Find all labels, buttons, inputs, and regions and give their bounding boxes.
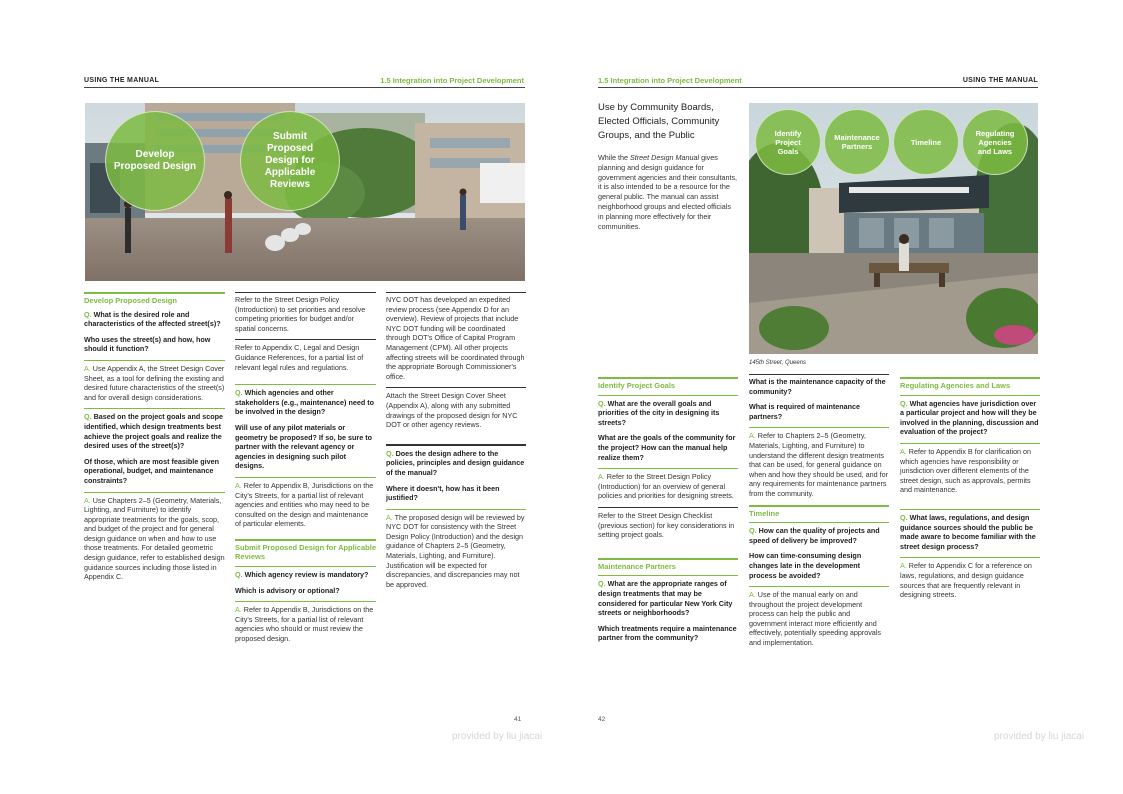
paragraph: Attach the Street Design Cover Sheet (Appendix A), along with any submitted drawings of the proposed design for NYC DOT or other agency reviews.: [386, 387, 526, 429]
section-title-maintenance: Maintenance Partners: [598, 558, 738, 572]
answer: A. Refer to Appendix C for a reference on laws, regulations, and design guidance sources that are frequently relevant in designing streets.: [900, 557, 1040, 599]
question: Q. How can the quality of projects and speed of delivery be improved?: [749, 522, 889, 545]
answer-marker: A.: [598, 472, 607, 482]
paragraph: Refer to the Street Design Checklist (previous section) for key considerations in setting project goals.: [598, 507, 738, 540]
question: Q. What is the desired role and characteristics of the affected street(s)?: [84, 309, 221, 329]
question-marker: Q.: [900, 512, 910, 522]
watermark-left: provided by liu jiacai: [452, 731, 543, 742]
question-marker: Q.: [84, 412, 94, 422]
question-marker: Q.: [749, 526, 759, 536]
section-title-regulating: Regulating Agencies and Laws: [900, 377, 1040, 391]
page-number-41: 41: [514, 716, 522, 723]
question-marker: Q.: [386, 448, 396, 458]
answer: A. Refer to the Street Design Policy (Introduction) for an overview of general policies and priorities for designing streets.: [598, 468, 738, 501]
circle-regulating-agencies: Regulating Agencies and Laws: [962, 109, 1028, 175]
right-section-header: 1.5 Integration into Project Development: [598, 76, 742, 85]
question: Who uses the street(s) and how, how should it function?: [84, 334, 211, 354]
intro-text-post: gives planning and design guidance for government agencies and their consultants, it is also intended to be a resource for the general public. The manual can assist neighborhood groups and elected officials in planning more effectively for their communities.: [598, 153, 738, 231]
left-column-2: [235, 292, 376, 650]
answer: A. Use Chapters 2–5 (Geometry, Materials, Lighting, and Furniture) to identify appropriate treatments for the goals, scop, and budget of the project and for general design guidance on when and how to use those treatments. For detailed geometric design guidance, refer to established design guidance sources including those listed in Appendix C.: [84, 492, 225, 582]
left-column-1: [84, 292, 225, 588]
question: Where it doesn't, how has it been justified?: [386, 483, 500, 503]
question: How can time-consuming design changes late in the development process be avoided?: [749, 551, 862, 580]
answer-marker: A.: [749, 431, 758, 441]
circle-maintenance-partners: Maintenance Partners: [824, 109, 890, 175]
section-title-timeline: Timeline: [749, 505, 889, 519]
page-number-42: 42: [598, 716, 606, 723]
circle-submit-proposed-design: Submit Proposed Design for Applicable Reviews: [240, 111, 340, 211]
right-column-3: [900, 377, 1040, 606]
question: What is required of maintenance partners?: [749, 402, 861, 421]
answer: A. Refer to Chapters 2–5 (Geometry, Materials, Lighting, and Furniture) to understand the different design treatments that can be used, for general guidance on when and how they should be used, and for any requirements for maintenance partners from the community.: [749, 427, 889, 498]
question: What are the goals of the community for the project? How can the manual help realize them?: [598, 433, 736, 462]
question: Q. Which agency review is mandatory?: [235, 566, 376, 580]
answer: A. Refer to Appendix B, Jurisdictions on the City's Streets, for a partial list of relevant agencies and entities who may need to be consulted on the design and maintenance of particular elements.: [235, 477, 376, 529]
section-title-submit: Submit Proposed Design for Applicable Reviews: [235, 539, 376, 562]
answer-marker: A.: [386, 512, 395, 522]
question: Q. Based on the project goals and scope identified, which design treatments best achieve the project goals and realize the desired uses of the street(s)?: [84, 408, 225, 450]
question: What is the maintenance capacity of the community?: [749, 374, 889, 396]
left-column-3: [386, 292, 526, 595]
answer: A. The proposed design will be reviewed by NYC DOT for consistency with the Street Design Policy (Introduction) and the design guidance of Chapters 2–5 (Geometry, Materials, Lighting, and Furniture). Justification will be expected for discrepancies, and discrepancies may not be approved.: [386, 509, 526, 590]
question-marker: Q.: [598, 579, 608, 589]
answer-marker: A.: [900, 561, 909, 571]
left-header-rule: [84, 87, 525, 88]
answer: A. Use of the manual early on and throughout the project development process can help the public and government interact more efficiently and effectively, potentially speeding approvals and implementation.: [749, 586, 889, 648]
left-photo-plaza: [85, 103, 525, 281]
watermark-right: provided by liu jiacai: [994, 731, 1085, 742]
intro-text-pre: While the: [598, 153, 630, 162]
question: Q. What are the overall goals and priorities of the city in designing its streets?: [598, 395, 738, 428]
right-running-header: USING THE MANUAL: [962, 77, 1038, 84]
question: Q. What agencies have jurisdiction over a particular project and how will they be involved in the planning, discussion and evaluation of the project?: [900, 395, 1040, 437]
answer: A. Use Appendix A, the Street Design Cover Sheet, as a tool for defining the existing and desired future characteristics of the street(s) and for overall design considerations.: [84, 360, 225, 402]
answer-marker: A.: [84, 495, 93, 505]
answer-marker: A.: [235, 605, 244, 615]
question: Which treatments require a maintenance partner from the community?: [598, 623, 737, 643]
answer-marker: A.: [235, 480, 244, 490]
answer-marker: A.: [749, 590, 758, 600]
right-column-2: [749, 374, 889, 654]
question: Will use of any pilot materials or geometry be proposed? If so, be sure to partner with the relevant agency or agencies in designing such pilot designs.: [235, 422, 372, 471]
paragraph: NYC DOT has developed an expedited review process (see Appendix D for an overview). Review of projects that include NYC DOT funding will be coordinated through DOT's Office of Capital Program Management (CPM). All other projects affecting streets will be coordinated through the appropriate Borough Commissioner's office.: [386, 292, 526, 381]
left-running-header: USING THE MANUAL: [84, 77, 160, 84]
question-marker: Q.: [598, 398, 608, 408]
answer: A. Refer to Appendix B for clarification on which agencies have responsibility or jurisdiction over different elements of the street design, such as approvals, permits and maintenance.: [900, 443, 1040, 495]
question-marker: Q.: [900, 398, 910, 408]
answer-marker: A.: [900, 446, 909, 456]
intro-text-em: Street Design Manual: [629, 153, 700, 162]
paragraph: Refer to the Street Design Policy (Introduction) to set priorities and resolve competing priorities for budget and/or spatial concerns.: [235, 292, 376, 333]
answer-marker: A.: [84, 363, 93, 373]
section-title-identify: Identify Project Goals: [598, 377, 738, 391]
question: Q. What laws, regulations, and design guidance sources should the public be made aware to become familiar with the street design process?: [900, 509, 1040, 551]
photo-caption: 145th Street, Queens: [749, 360, 807, 366]
circle-timeline: Timeline: [893, 109, 959, 175]
circle-develop-proposed-design: Develop Proposed Design: [105, 111, 205, 211]
intro-title: Use by Community Boards, Elected Officials, Community Groups, and the Public: [598, 102, 720, 141]
question-marker: Q.: [235, 388, 245, 398]
left-section-header: 1.5 Integration into Project Development: [380, 76, 524, 85]
question: Q. Does the design adhere to the policies, principles and design guidance of the manual?: [386, 444, 526, 478]
right-header-rule: [598, 87, 1038, 88]
answer: A. Refer to Appendix B, Jurisdictions on the City's Streets, for a partial list of relevant agencies who should or must review the proposed design.: [235, 601, 376, 643]
intro-body: [598, 153, 738, 231]
question: Q. What are the appropriate ranges of design treatments that may be considered for particular New York City streets or neighborhoods?: [598, 575, 738, 617]
section-title-develop: Develop Proposed Design: [84, 292, 225, 306]
question-marker: Q.: [84, 309, 94, 319]
right-column-1: [598, 377, 738, 649]
paragraph: Refer to Appendix C, Legal and Design Guidance References, for a partial list of relevant legal rules and regulations.: [235, 339, 376, 372]
question: Which is advisory or optional?: [235, 585, 340, 595]
question: Q. Which agencies and other stakeholders (e.g., maintenance) need to be involved in the design?: [235, 384, 376, 417]
question: Of those, which are most feasible given operational, budget, and maintenance constraints?: [84, 456, 220, 485]
circle-identify-project-goals: Identify Project Goals: [755, 109, 821, 175]
question-marker: Q.: [235, 570, 245, 580]
right-photo-145th-street: [749, 103, 1038, 354]
